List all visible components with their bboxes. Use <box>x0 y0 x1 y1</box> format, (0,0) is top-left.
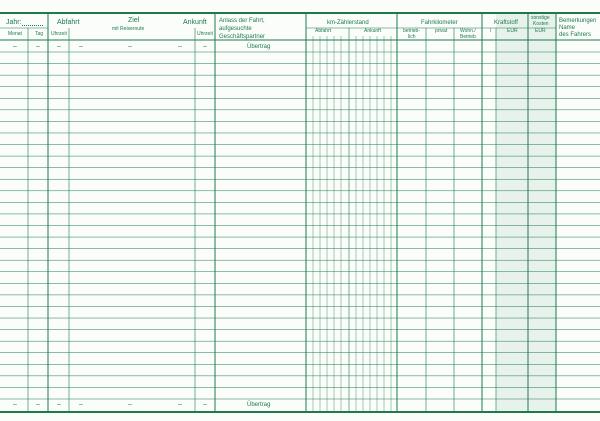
tag-header: Tag <box>35 31 44 37</box>
top-row-dash: – <box>203 43 207 50</box>
ankunft-header: Ankunft <box>183 19 207 26</box>
privat-header: privat <box>435 28 448 34</box>
kraftstoff-header: Kraftstoff <box>494 20 518 26</box>
wohn-betrieb-header-line-1: Wohn./ <box>460 28 476 34</box>
bemerkungen-header-line-3: des Fahrers <box>559 32 592 38</box>
jahr-label: Jahr: <box>6 19 22 26</box>
bottom-row-dash: – <box>178 401 182 408</box>
ziel-header: Ziel <box>128 17 140 24</box>
bottom-row-dash: – <box>203 401 207 408</box>
betrieblich-header-line-2: lich <box>408 34 416 40</box>
kraftstoff-liter-header: l <box>490 28 492 34</box>
sonstige-kosten-column-shade <box>528 14 556 411</box>
top-row-dash: – <box>79 43 83 50</box>
bemerkungen-header-line-1: Bemerkungen <box>559 18 597 24</box>
bottom-row-carry-label: Übertrag <box>247 402 271 408</box>
bottom-row-dash: – <box>128 401 132 408</box>
anlass-header-line-2: aufgesuchte <box>219 26 252 32</box>
bottom-row-dash: – <box>57 401 61 408</box>
kraftstoff-eur-column-shade <box>496 14 528 411</box>
top-border <box>0 12 600 14</box>
kraftstoff-eur-header: EUR <box>507 28 518 34</box>
sonstige-kosten-header-line-1: sonstige <box>531 15 550 21</box>
betrieblich-header-line-1: betrieb- <box>403 28 420 34</box>
top-row-dash: – <box>178 43 182 50</box>
fahrkilometer-header: Fahrkilometer <box>421 20 458 26</box>
bottom-row-dash: – <box>13 401 17 408</box>
bottom-row-dash: – <box>79 401 83 408</box>
anlass-header-line-1: Anlass der Fahrt, <box>219 18 265 24</box>
ziel-subheader: mit Reiseroute <box>112 26 145 32</box>
top-row-carry-label: Übertrag <box>247 44 271 50</box>
sonstige-kosten-header-line-2: Kosten <box>533 21 549 27</box>
bottom-row-dash: – <box>36 401 40 408</box>
km-abfahrt-header: Abfahrt <box>315 28 332 34</box>
abfahrt-uhrzeit-header: Uhrzeit <box>51 31 67 37</box>
km-ankunft-header: Ankunft <box>364 28 381 34</box>
bemerkungen-header-line-2: Name <box>559 25 576 31</box>
wohn-betrieb-header-line-2: Betrieb <box>460 34 476 40</box>
sonstige-eur-header: EUR <box>535 28 546 34</box>
top-row-dash: – <box>57 43 61 50</box>
monat-header: Monat <box>8 31 22 37</box>
top-row-dash: – <box>13 43 17 50</box>
top-row-dash: – <box>36 43 40 50</box>
top-row-dash: – <box>128 43 132 50</box>
anlass-header-line-3: Geschäftspartner <box>219 34 266 40</box>
jahr-blank-line <box>22 25 43 26</box>
ankunft-uhrzeit-header: Uhrzeit <box>197 31 213 37</box>
bottom-border <box>0 411 600 413</box>
abfahrt-header: Abfahrt <box>57 19 80 26</box>
km-zaehlerstand-header: km-Zählerstand <box>327 20 369 26</box>
